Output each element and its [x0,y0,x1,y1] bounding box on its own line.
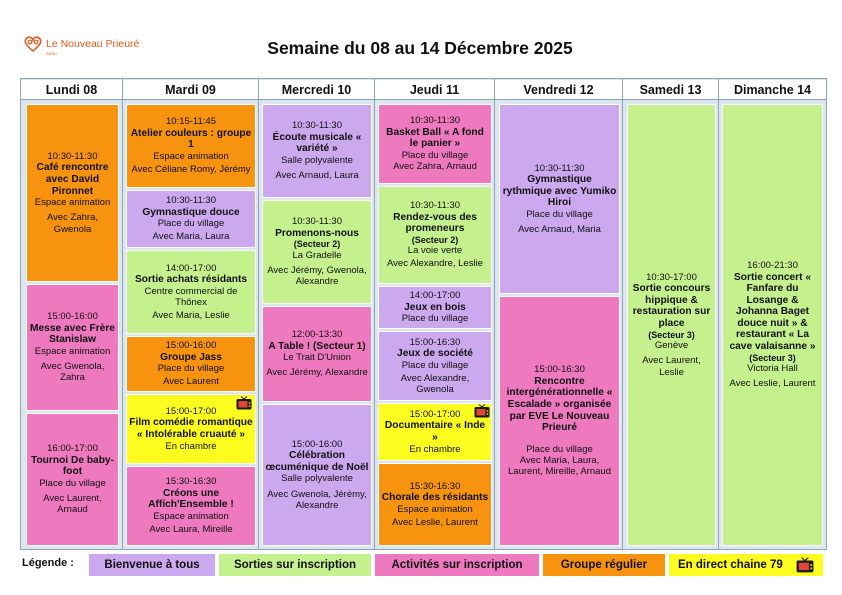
event-time: 14:00-17:00 [409,290,461,302]
event-card[interactable] [722,104,823,546]
event-place: La Gradelle [292,249,342,261]
day-header-lundi: Lundi 08 [21,80,122,100]
event-card[interactable] [262,404,372,546]
event-place: En chambre [409,443,461,455]
event-time: 10:30-11:30 [291,120,342,132]
event-name: Documentaire « Inde » [384,420,486,443]
event-place: Espace animation [153,510,229,522]
event-staff: Avec Arnaud, Laura [275,170,359,182]
event-name: Basket Ball « A fond le panier » [386,126,484,150]
event-place: Place du village [157,363,225,375]
day-header-mercredi: Mercredi 10 [259,80,374,100]
day-header-mardi: Mardi 09 [123,80,258,100]
event-place: Salle polyvalente [281,473,353,485]
legend-item-groupe: Groupe régulier [542,553,666,577]
legend-item-bienvenue: Bienvenue à tous [88,553,216,577]
day-header-samedi: Samedi 13 [623,80,718,100]
event-staff: Avec Zahra, Gwenola [46,212,99,235]
tv-icon [236,396,252,410]
event-card[interactable] [378,463,492,546]
event-place: Place du village [401,313,469,325]
event-card[interactable] [378,104,492,184]
heart-logo-icon [24,36,42,52]
day-header-jeudi: Jeudi 11 [375,80,494,100]
event-time: 10:30-11:30 [291,216,342,228]
column-divider [718,78,719,550]
event-card[interactable] [378,286,492,329]
event-name: Écoute musicale « variété » [272,131,362,155]
event-place: Victoria Hall [747,363,798,375]
legend-item-activites: Activités sur inscription [374,553,540,577]
event-time: 16:00-17:00 [47,443,98,455]
event-name: A Table ! (Secteur 1) [268,340,366,352]
legend-label: Légende : [22,557,74,569]
event-place: Salle polyvalente [281,154,353,166]
event-place: Place du village [401,149,469,161]
event-time: 10:15-11:45 [165,116,216,128]
event-name: Créons une Affich'Ensemble ! [148,487,234,511]
event-staff: Avec Laurent [163,376,219,388]
event-name: Rendez-vous des promeneurs [393,211,477,235]
event-card[interactable] [378,331,492,401]
event-staff: Avec Laurent, Arnaud [43,493,102,516]
column-divider [622,78,623,550]
event-place: Place du village [401,359,469,371]
event-time: 10:30-11:30 [409,200,460,212]
event-name: Sortie concert « Fanfare du Losange & Johanna Baget douce nuit » & restaurant « La cave valaisanne » [729,271,816,353]
event-card[interactable] [26,284,119,411]
event-card[interactable] [262,200,372,304]
event-card[interactable] [627,104,716,546]
event-card[interactable] [26,413,119,546]
event-card[interactable] [126,190,256,248]
event-staff: Avec Gwenola, Jérémy, Alexandre [267,488,367,511]
event-card[interactable] [126,104,256,188]
event-time: 15:00-16:00 [47,311,98,323]
event-time: 15:00-16:30 [534,364,585,376]
event-staff: Avec Céliane Romy, Jérémy [131,164,251,176]
event-staff: Avec Laurent, Leslie [642,355,701,378]
event-staff: Avec Leslie, Laurent [392,516,478,528]
event-name: Groupe Jass [160,351,222,363]
event-staff: Avec Alexandre, Leslie [387,258,483,270]
logo [24,35,154,59]
event-name: Jeux de société [397,347,473,359]
event-staff: Avec Maria, Leslie [152,309,230,321]
logo-sub: SASU [46,51,57,56]
legend-item-direct: En direct chaine 79 [668,553,824,577]
column-divider [374,78,375,550]
event-name: Gymnastique rythmique avec Yumiko Hiroi [502,173,617,209]
event-place: Place du village [157,218,225,230]
event-name: Film comédie romantique « Intolérable cruauté » [129,417,253,440]
event-name: Tournoi De baby-foot [30,454,114,478]
event-place: En chambre [165,440,217,452]
event-name: Rencontre intergénérationnelle « Escalade » organisée par EVE Le Nouveau Prieuré [506,375,613,434]
event-time: 10:30-11:30 [534,162,585,174]
event-staff: Avec Alexandre, Gwenola [400,372,470,396]
event-staff: Avec Leslie, Laurent [729,378,816,390]
event-sector: (Secteur 2) [411,234,459,245]
event-place: Centre commercial de Thônex [144,286,238,309]
event-time: 15:00-17:00 [165,406,217,418]
event-time: 15:00-16:00 [165,340,217,352]
event-name: Gymnastique douce [142,206,240,218]
event-card[interactable] [378,186,492,284]
event-place: La voie verte [407,245,463,257]
event-time: 14:00-17:00 [165,263,217,275]
day-header-dimanche: Dimanche 14 [719,80,826,100]
event-time: 12:00-13:30 [291,329,343,341]
event-staff: Avec Jérémy, Alexandre [266,367,368,379]
event-time: 16:00-21:30 [747,260,798,272]
event-card[interactable] [26,104,119,282]
event-card[interactable] [126,250,256,334]
event-sector: (Secteur 2) [293,239,341,250]
page-title: Semaine du 08 au 14 Décembre 2025 [267,38,573,58]
event-place: Espace animation [153,150,229,162]
tv-icon [474,404,490,418]
event-place: Espace animation [34,345,111,357]
event-time: 15:30-16:30 [165,476,217,488]
event-place: Espace animation [397,503,473,515]
column-divider [122,78,123,550]
event-staff: Avec Laura, Mireille [149,524,233,536]
event-name: Sortie achats résidants [134,274,248,286]
event-card[interactable] [126,336,256,392]
event-place: Espace animation [34,197,111,209]
event-place: Place du village [39,477,106,489]
event-time: 10:30-17:00 [646,271,697,283]
legend-item-sorties: Sorties sur inscription [218,553,372,577]
logo-name: Le Nouveau Prieuré [46,38,140,50]
event-card[interactable] [499,104,620,294]
event-place: Place du village [526,208,593,220]
event-staff: Avec Gwenola, Zahra [40,361,105,384]
event-time: 15:00-16:30 [409,336,461,348]
event-name: Sortie concours hippique & restauration sur place [632,283,711,330]
event-staff: Avec Jérémy, Gwenola, Alexandre [267,265,367,288]
event-time: 15:00-17:00 [409,409,461,421]
event-time: 15:00-16:00 [291,438,343,450]
event-name: Jeux en bois [404,301,466,313]
event-card[interactable] [262,306,372,402]
event-name: Café rencontre avec David Pironnet [36,162,109,197]
event-staff: Avec Arnaud, Maria [518,224,601,236]
event-staff: Avec Maria, Laura [152,231,230,243]
event-time: 10:30-11:30 [165,195,216,207]
event-time: 10:30-11:30 [409,115,460,127]
event-staff: Avec Maria, Laura, Laurent, Mireille, Arnaud [508,454,611,478]
event-card[interactable] [126,466,256,546]
event-staff: Avec Zahra, Arnaud [393,161,477,173]
event-card[interactable] [262,104,372,198]
event-card[interactable] [499,296,620,546]
event-time: 15:30-16:30 [409,480,461,492]
event-name: Promenons-nous [275,227,359,239]
event-place: Genève [654,340,689,352]
event-time: 10:30-11:30 [47,151,98,163]
event-name: Chorale des résidants [381,492,489,504]
event-place: Le Trait D'Union [283,352,351,364]
event-name: Messe avec Frère Stanislaw [30,322,115,346]
event-name: Célébration œcuménique de Noël [265,450,369,473]
event-sector: (Secteur 3) [648,329,695,340]
tv-icon [796,557,814,573]
column-divider [494,78,495,550]
event-place: Place du village [526,443,593,455]
column-divider [258,78,259,550]
event-name: Atelier couleurs : groupe 1 [130,127,252,151]
event-sector: (Secteur 3) [749,352,796,363]
day-header-vendredi: Vendredi 12 [495,80,622,100]
